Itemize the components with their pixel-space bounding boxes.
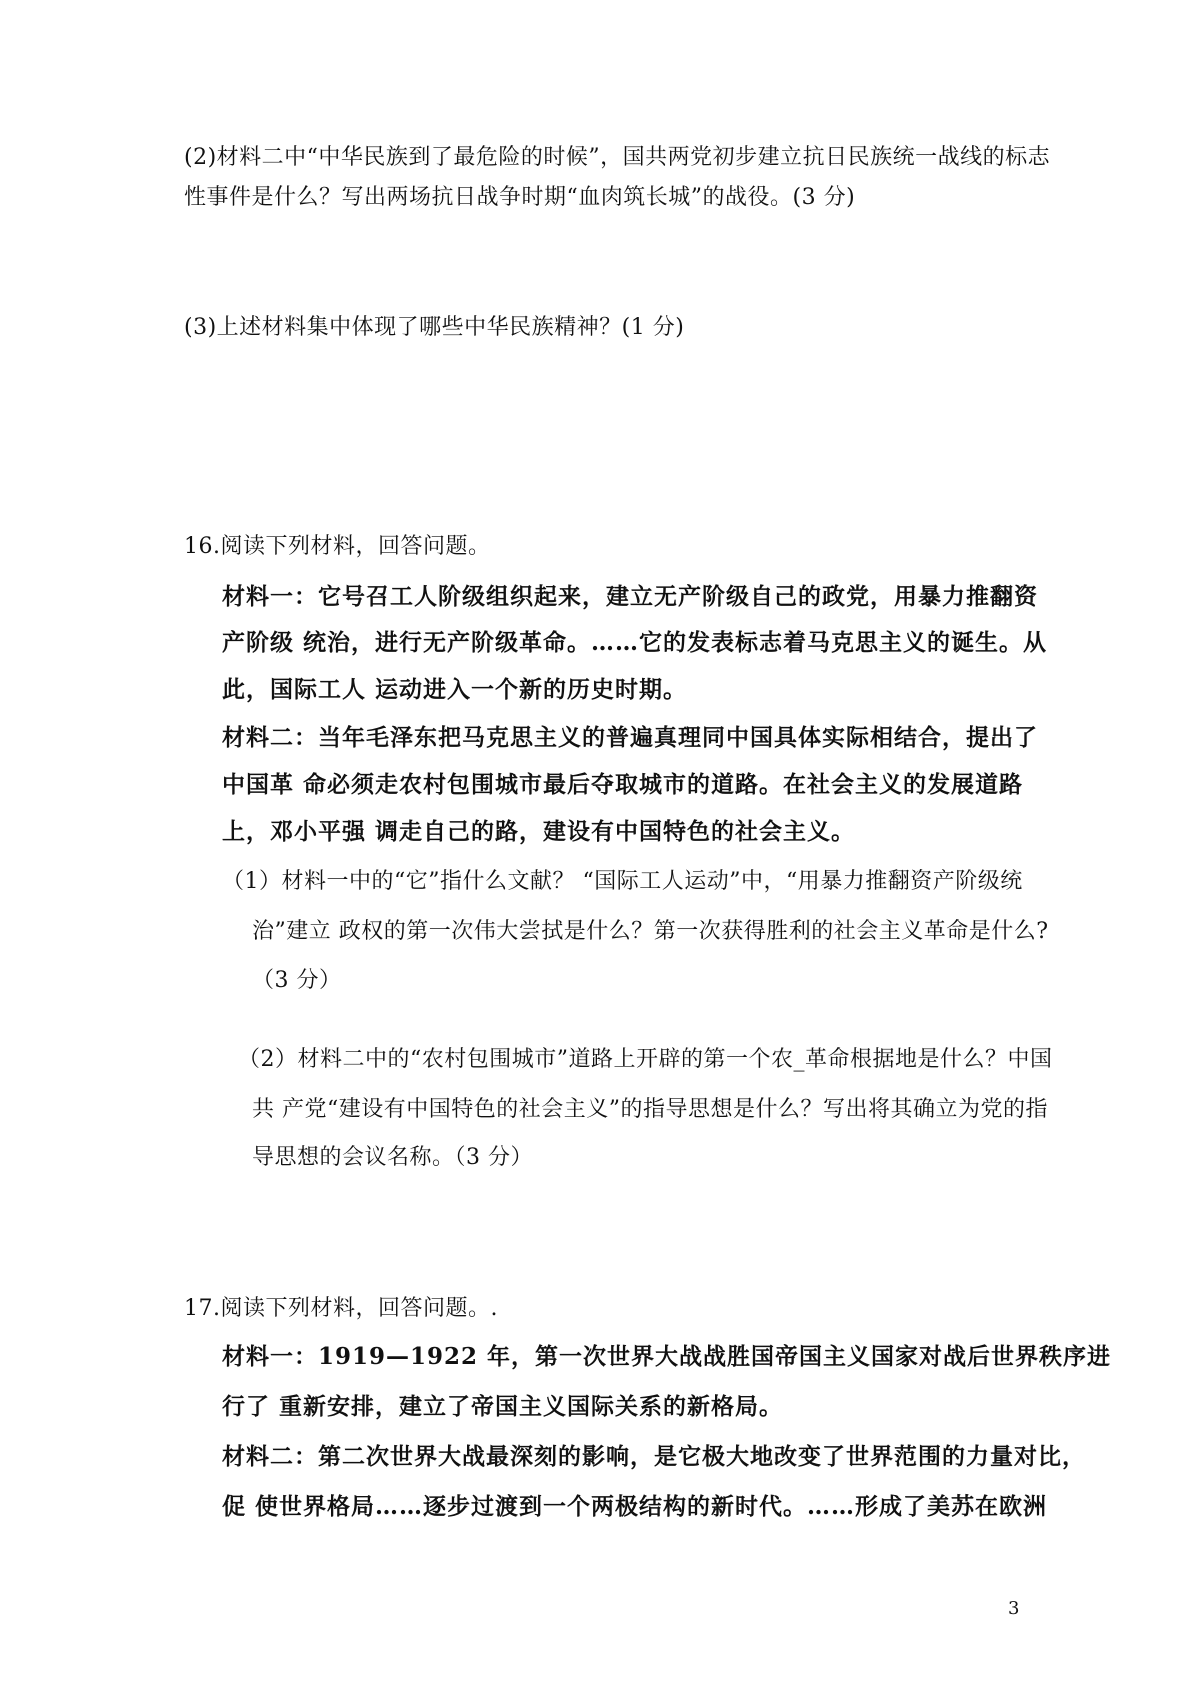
q17-material1-line1: 材料一：1919—1922 年，第一次世界大战战胜国帝国主义国家对战后世界秩序进: [222, 1343, 1112, 1370]
page-number: 3: [1008, 1598, 1020, 1619]
q15-part2-line1: (2)材料二中“中华民族到了最危险的时候”，国共两党初步建立抗日民族统一战线的标志: [184, 145, 1051, 170]
q17-heading: 17.阅读下列材料，回答问题。.: [184, 1296, 498, 1321]
q16-heading: 16.阅读下列材料，回答问题。: [184, 534, 491, 559]
q16-question1-line1: （1）材料一中的“它”指什么文献？ “国际工人运动”中，“用暴力推翻资产阶级统: [222, 869, 1023, 894]
q16-question1-line2: 治”建立 政权的第一次伟大尝拭是什么？第一次获得胜利的社会主义革命是什么?: [252, 919, 1049, 944]
q16-material1-line2: 产阶级 统治，进行无产阶级革命。……它的发表标志着马克思主义的诞生。从: [222, 629, 1048, 656]
q16-material1-line3: 此，国际工人 运动进入一个新的历史时期。: [222, 676, 688, 703]
q17-material2-line1: 材料二：第二次世界大战最深刻的影响，是它极大地改变了世界范围的力量对比，: [222, 1443, 1086, 1470]
q16-question2-line2: 共 产党“建设有中国特色的社会主义”的指导思想是什么？写出将其确立为党的指: [252, 1097, 1048, 1122]
q15-part2-line2: 性事件是什么？写出两场抗日战争时期“血肉筑长城”的战役。(3 分): [184, 185, 856, 210]
q16-material1-line1: 材料一：它号召工人阶级组织起来，建立无产阶级自己的政党，用暴力推翻资: [222, 583, 1038, 610]
q15-part3-line1: (3)上述材料集中体现了哪些中华民族精神？(1 分): [184, 315, 685, 340]
q17-material1-line2: 行了 重新安排，建立了帝国主义国际关系的新格局。: [222, 1393, 784, 1420]
q16-material2-line3: 上，邓小平强 调走自己的路，建设有中国特色的社会主义。: [222, 818, 856, 845]
q16-question2-line1: （2）材料二中的“农村包围城市”道路上开辟的第一个农_革命根据地是什么？中国: [238, 1047, 1053, 1072]
q16-question2-line3: 导思想的会议名称。（3 分）: [252, 1145, 533, 1170]
q16-question1-line3: （3 分）: [252, 968, 342, 993]
q17-material2-line2: 促 使世界格局……逐步过渡到一个两极结构的新时代。……形成了美苏在欧洲: [222, 1493, 1048, 1520]
q16-material2-line1: 材料二：当年毛泽东把马克思主义的普遍真理同中国具体实际相结合，提出了: [222, 724, 1038, 751]
q16-material2-line2: 中国革 命必须走农村包围城市最后夺取城市的道路。在社会主义的发展道路: [222, 771, 1024, 798]
